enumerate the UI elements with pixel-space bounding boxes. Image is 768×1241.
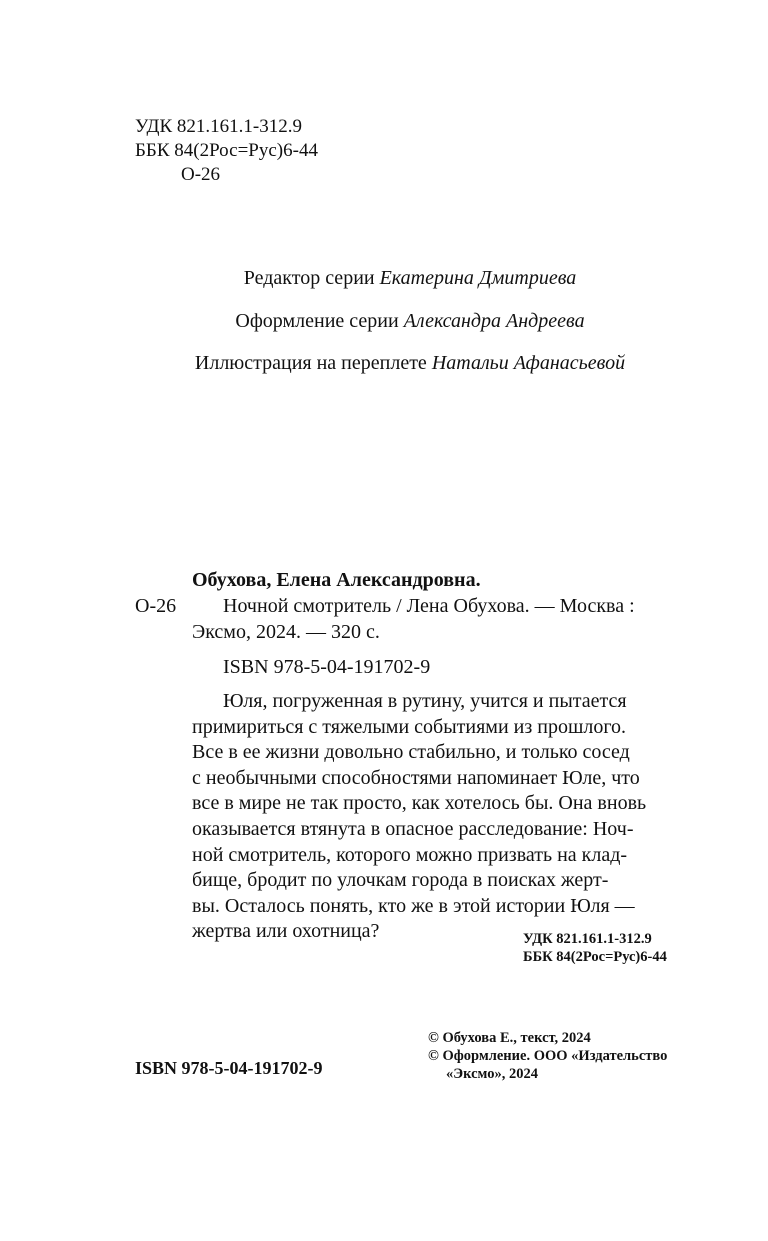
credit-series-design	[0, 307, 768, 335]
annotation-line: с необычными способностями напоминает Юле, что	[192, 766, 640, 789]
copyright-text: © Обухова Е., текст, 2024	[428, 1030, 591, 1046]
bbk-code-top: ББК 84(2Рос=Рус)6-44	[135, 140, 318, 161]
bib-isbn: ISBN 978-5-04-191702-9	[223, 656, 431, 678]
annotation-line: Юля, погруженная в рутину, учится и пытается	[223, 690, 627, 712]
credit-role: Оформление серии	[235, 310, 399, 332]
bbk-code-bottom: ББК 84(2Рос=Рус)6-44	[523, 949, 667, 965]
credit-name: Александра Андреева	[403, 310, 585, 332]
annotation-line: бище, бродит по улочкам города в поисках жерт-	[192, 869, 609, 892]
udk-code-bottom: УДК 821.161.1-312.9	[523, 931, 652, 947]
author-mark-bib: О-26	[135, 595, 177, 617]
annotation-line: примириться с тяжелыми событиями из прошлого.	[192, 715, 627, 738]
annotation	[192, 689, 646, 945]
isbn-bottom: ISBN 978-5-04-191702-9	[135, 1058, 323, 1078]
author-heading: Обухова, Елена Александровна.	[192, 569, 481, 591]
annotation-line: вы. Осталось понять, кто же в этой истории Юля —	[192, 894, 635, 917]
credit-role: Редактор серии	[243, 267, 375, 289]
annotation-line: ной смотритель, которого можно призвать на клад-	[192, 843, 628, 866]
bib-line-2: Эксмо, 2024. — 320 с.	[192, 621, 380, 643]
credit-cover-illustration	[0, 349, 768, 377]
annotation-line: жертва или охотница?	[192, 920, 380, 943]
annotation-line: все в мире не так просто, как хотелось бы. Она вновь	[192, 792, 647, 815]
credit-name: Натальи Афанасьевой	[431, 352, 626, 374]
credit-name: Екатерина Дмитриева	[379, 267, 577, 289]
credit-role: Иллюстрация на переплете	[194, 352, 427, 374]
udk-code-top: УДК 821.161.1-312.9	[135, 116, 302, 137]
annotation-line: Все в ее жизни довольно стабильно, и только сосед	[192, 741, 630, 764]
bib-line-1: Ночной смотритель / Лена Обухова. — Москва :	[223, 595, 635, 617]
copyright-design-cont: «Эксмо», 2024	[446, 1066, 538, 1082]
credit-series-editor	[0, 264, 768, 292]
author-mark-top: О-26	[181, 164, 221, 185]
annotation-line: оказывается втянута в опасное расследование: Ноч-	[192, 817, 634, 840]
copyright-design: © Оформление. ООО «Издательство	[428, 1048, 668, 1064]
